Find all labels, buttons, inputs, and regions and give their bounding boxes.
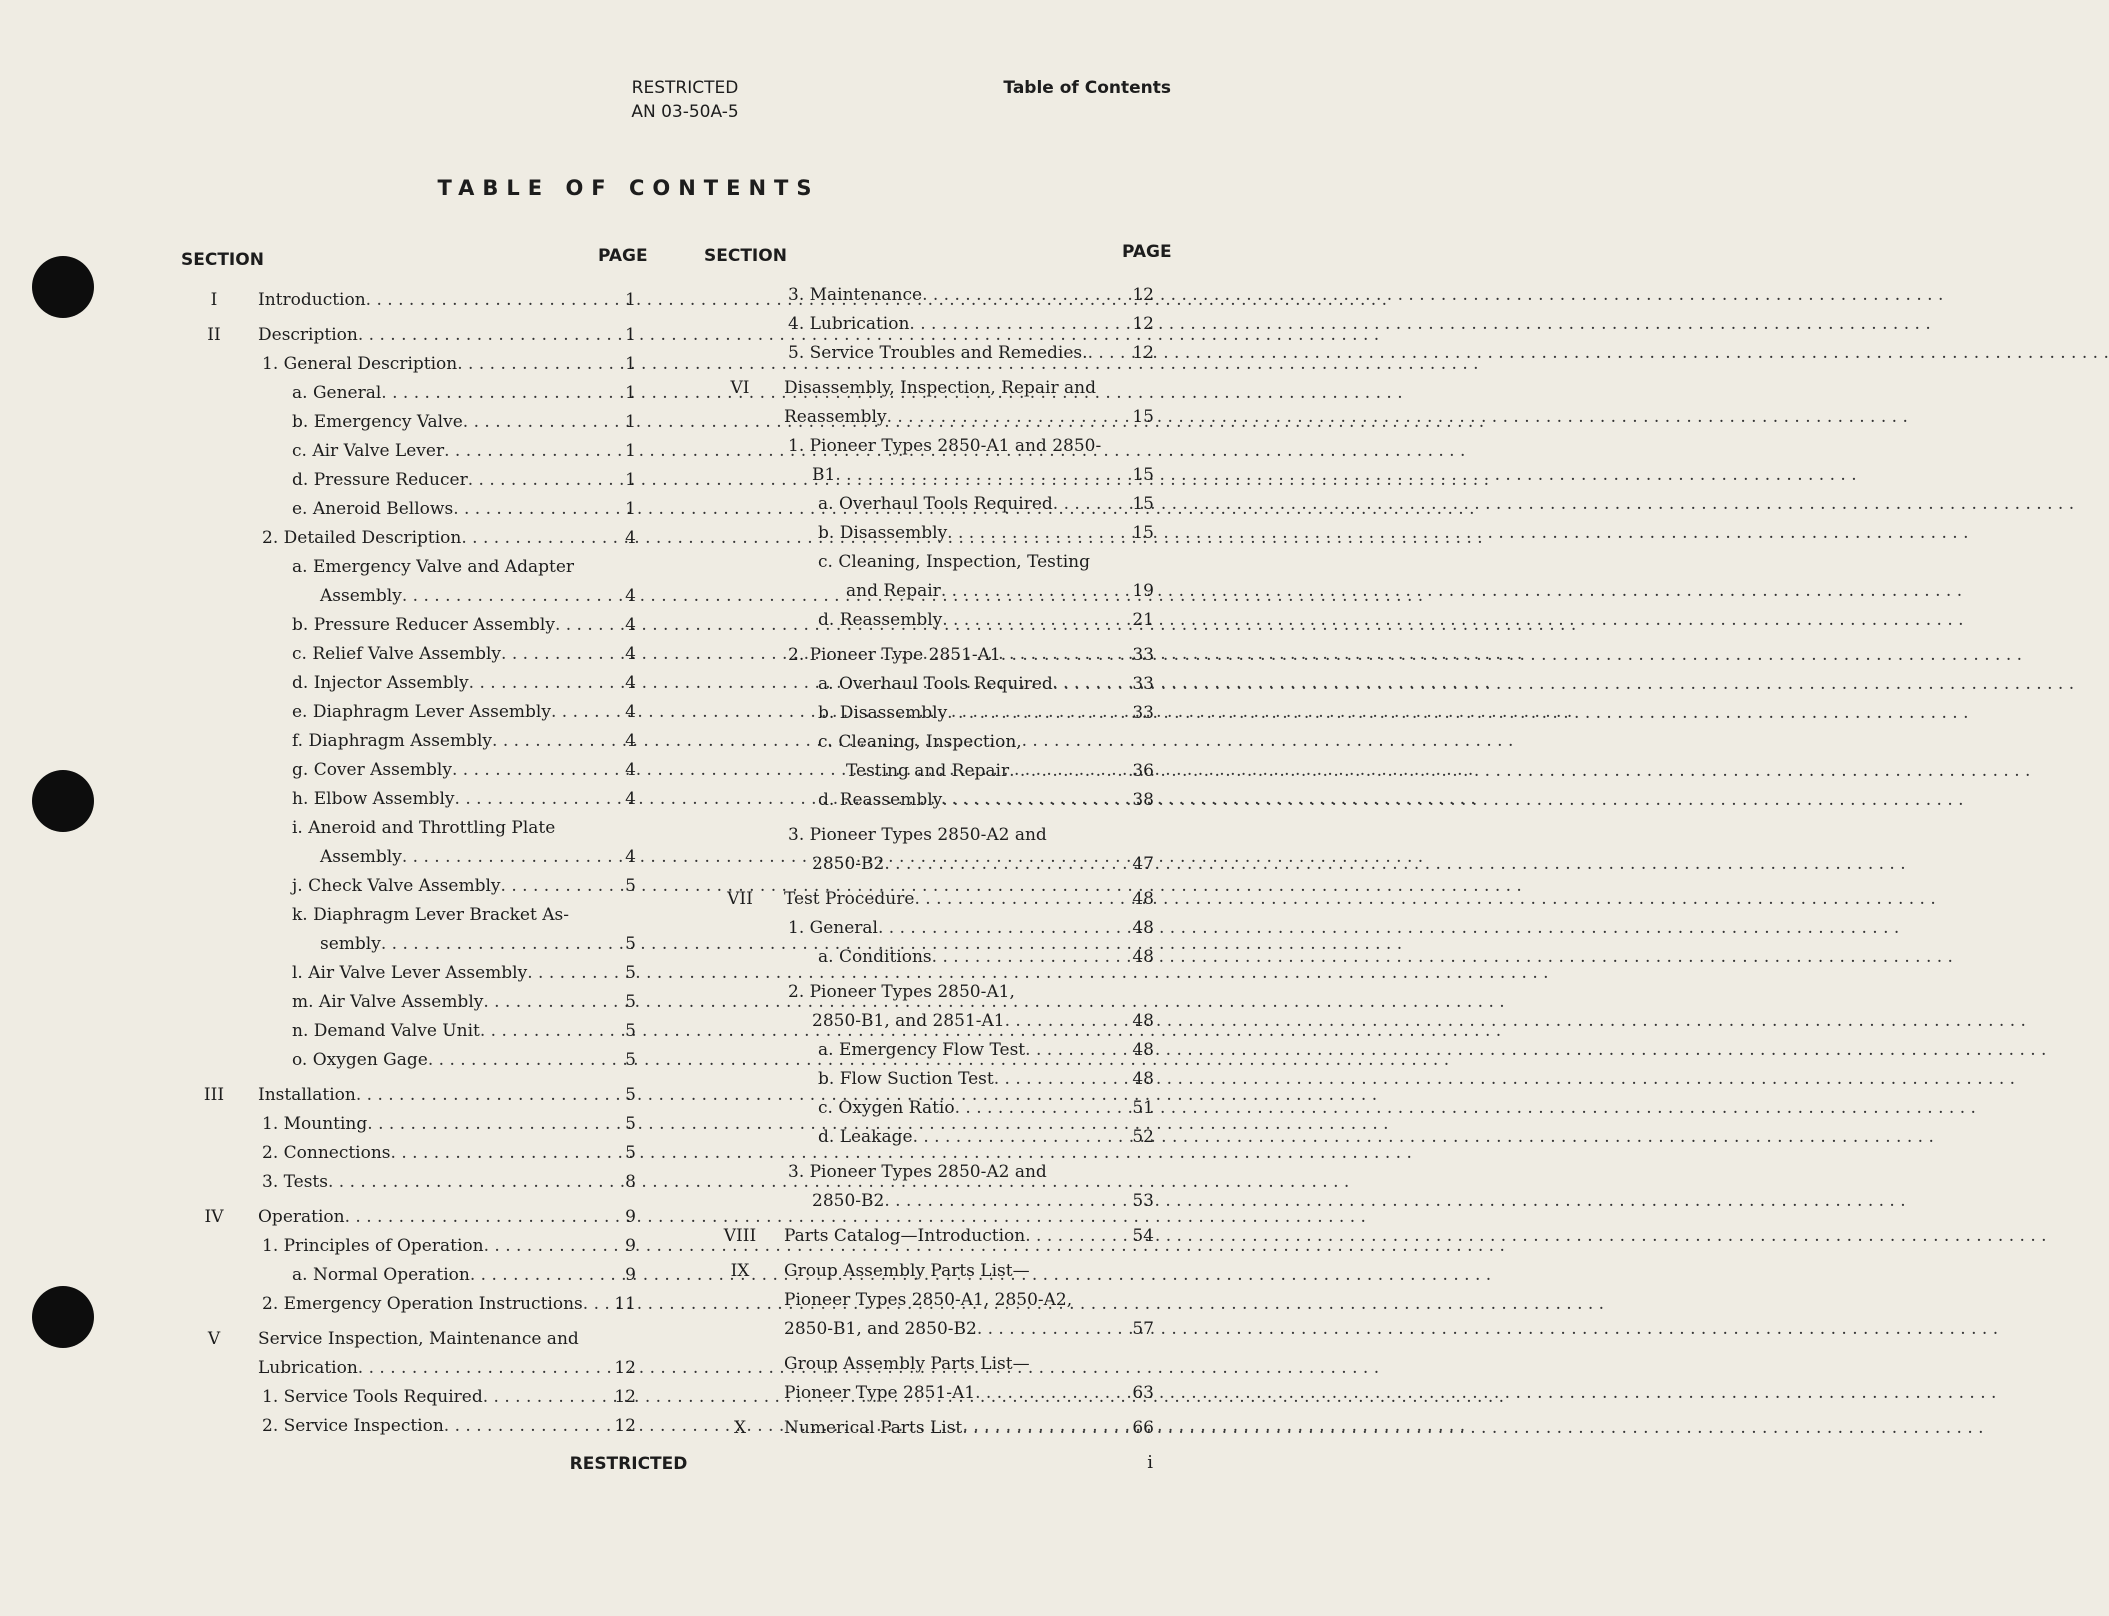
- right-section-header: SECTION: [704, 246, 787, 266]
- toc-entry: [180, 1110, 636, 1139]
- entry-page-number: 1: [625, 441, 636, 461]
- entry-title: d. Injector Assembly: [292, 673, 469, 693]
- entry-title: 5. Service Troubles and Remedies.: [788, 343, 1088, 363]
- entry-title: d. Pressure Reducer: [292, 470, 468, 490]
- toc-entry: [706, 699, 1154, 728]
- entry-page-number: 1: [625, 325, 636, 345]
- left-page-header: PAGE: [598, 246, 648, 266]
- entry-page-number: 1: [625, 499, 636, 519]
- dot-leader: [884, 850, 1112, 879]
- entry-page-number: 51: [1132, 1098, 1154, 1118]
- dot-leader: [345, 1203, 594, 1232]
- section-number: III: [203, 1085, 225, 1105]
- dot-leader: [483, 988, 594, 1017]
- toc-entry: [706, 1094, 1154, 1123]
- dot-leader: [469, 669, 594, 698]
- header-right-label: Table of Contents: [1003, 78, 1171, 98]
- entry-page-number: 57: [1132, 1319, 1154, 1339]
- toc-entry: [180, 321, 636, 350]
- toc-entry: [180, 756, 636, 785]
- toc-entry: [706, 548, 1154, 606]
- entry-title: f. Diaphragm Assembly: [292, 731, 493, 751]
- entry-title: b. Pressure Reducer Assembly: [292, 615, 555, 635]
- dot-leader: [484, 1232, 594, 1261]
- entry-page-number: 12: [614, 1416, 636, 1436]
- dot-leader: [1053, 670, 1112, 699]
- entry-title: 2. Emergency Operation Instructions: [262, 1294, 583, 1314]
- entry-title: Operation: [258, 1207, 345, 1227]
- toc-entry: [180, 1232, 636, 1261]
- entry-page-number: 12: [1132, 314, 1154, 334]
- toc-entry: [706, 1414, 1154, 1443]
- entry-page-number: 4: [625, 586, 636, 606]
- dot-leader: [878, 914, 1112, 943]
- entry-title: 2. Pioneer Type 2851-A1: [788, 645, 1001, 665]
- entry-page-number: 11: [614, 1294, 636, 1314]
- toc-entry: [706, 339, 1154, 368]
- toc-entry: [706, 490, 1154, 519]
- entry-title: Disassembly, Inspection, Repair and: [784, 378, 1096, 398]
- entry-title: 1. Principles of Operation: [262, 1236, 484, 1256]
- entry-page-number: 15: [1132, 465, 1154, 485]
- dot-leader: [1025, 1222, 1112, 1251]
- entry-title: l. Air Valve Lever Assembly: [292, 963, 528, 983]
- toc-entry: [706, 670, 1154, 699]
- entry-title: b. Flow Suction Test: [818, 1069, 994, 1089]
- dot-leader: [391, 1139, 594, 1168]
- toc-entry: [180, 959, 636, 988]
- toc-entry: [180, 1168, 636, 1197]
- toc-entry: [180, 1383, 636, 1412]
- entry-title: c. Relief Valve Assembly: [292, 644, 502, 664]
- entry-title: c. Air Valve Lever: [292, 441, 445, 461]
- entry-title: a. Emergency Flow Test: [818, 1040, 1026, 1060]
- dot-leader: [994, 1065, 1112, 1094]
- dot-leader: [527, 959, 594, 988]
- dot-leader: [977, 1315, 1112, 1344]
- entry-page-number: 54: [1132, 1226, 1154, 1246]
- section-number: I: [210, 290, 218, 310]
- entry-title: i. Aneroid and Throttling Plate: [292, 818, 556, 838]
- dot-leader: [328, 1168, 594, 1197]
- dot-leader: [583, 1290, 594, 1319]
- page-title: TABLE OF CONTENTS: [437, 176, 820, 200]
- entry-page-number: 48: [1132, 918, 1154, 938]
- dot-leader: [941, 577, 1112, 606]
- entry-title: Assembly: [320, 586, 402, 606]
- dot-leader: [453, 495, 594, 524]
- entry-page-number: 4: [625, 673, 636, 693]
- entry-page-number: 1: [625, 470, 636, 490]
- entry-page-number: 33: [1132, 674, 1154, 694]
- entry-title: a. Normal Operation: [292, 1265, 470, 1285]
- dot-leader: [913, 1123, 1112, 1152]
- dot-leader: [468, 466, 594, 495]
- entry-title: 4. Lubrication: [788, 314, 910, 334]
- entry-title: a. Overhaul Tools Required: [818, 674, 1053, 694]
- entry-title: B1: [812, 465, 836, 485]
- entry-page-number: 9: [625, 1265, 636, 1285]
- toc-entry: [180, 286, 636, 315]
- dot-leader: [942, 786, 1112, 815]
- toc-entry: [180, 524, 636, 553]
- section-number: X: [733, 1418, 747, 1438]
- toc-entry: [180, 611, 636, 640]
- toc-entry: [180, 1290, 636, 1319]
- section-number: IV: [204, 1207, 224, 1227]
- entry-title: Description: [258, 325, 358, 345]
- binder-hole-middle: [32, 770, 94, 832]
- entry-title: a. Emergency Valve and Adapter: [292, 557, 575, 577]
- entry-title: m. Air Valve Assembly: [292, 992, 484, 1012]
- entry-title: 2. Pioneer Types 2850-A1,: [788, 982, 1015, 1002]
- entry-page-number: 52: [1132, 1127, 1154, 1147]
- entry-page-number: 9: [625, 1207, 636, 1227]
- entry-page-number: 15: [1132, 494, 1154, 514]
- toc-entry: [180, 379, 636, 408]
- toc-entry: [180, 1261, 636, 1290]
- entry-page-number: 1: [625, 412, 636, 432]
- entry-title: b. Emergency Valve: [292, 412, 463, 432]
- toc-entry: [180, 1017, 636, 1046]
- entry-title: d. Reassembly: [818, 610, 943, 630]
- toc-entry: [180, 1046, 636, 1075]
- dot-leader: [1009, 757, 1112, 786]
- dot-leader: [501, 872, 594, 901]
- toc-entry: [706, 914, 1154, 943]
- toc-entry: [706, 943, 1154, 972]
- dot-leader: [457, 350, 594, 379]
- entry-title: Installation: [258, 1085, 356, 1105]
- entry-page-number: 5: [625, 1114, 636, 1134]
- dot-leader: [922, 281, 1112, 310]
- toc-entry: [706, 641, 1154, 670]
- toc-entry: [706, 606, 1154, 635]
- entry-title: 1. General: [788, 918, 878, 938]
- toc-entry: [180, 785, 636, 814]
- entry-title: 2. Service Inspection: [262, 1416, 444, 1436]
- dot-leader: [356, 1081, 594, 1110]
- entry-page-number: 4: [625, 760, 636, 780]
- page-header: [560, 76, 810, 124]
- entry-title: b. Disassembly: [818, 703, 948, 723]
- dot-leader: [402, 582, 594, 611]
- entry-title: Reassembly: [784, 407, 887, 427]
- entry-page-number: 36: [1132, 761, 1154, 781]
- entry-title: 1. Service Tools Required: [262, 1387, 483, 1407]
- entry-title: Test Procedure: [784, 889, 915, 909]
- entry-page-number: 15: [1132, 407, 1154, 427]
- entry-title: k. Diaphragm Lever Bracket As-: [292, 905, 569, 925]
- section-number: VIII: [723, 1226, 757, 1246]
- dot-leader: [884, 1187, 1112, 1216]
- dot-leader: [381, 930, 594, 959]
- entry-title: 2. Detailed Description: [262, 528, 462, 548]
- dot-leader: [358, 1354, 594, 1383]
- entry-title: and Repair: [846, 581, 941, 601]
- entry-title: h. Elbow Assembly: [292, 789, 455, 809]
- dot-leader: [914, 885, 1112, 914]
- entry-page-number: 63: [1132, 1383, 1154, 1403]
- entry-title: c. Cleaning, Inspection, Testing: [818, 552, 1091, 572]
- entry-title: 1. Mounting: [262, 1114, 368, 1134]
- toc-entry: [706, 978, 1154, 1036]
- toc-right-column: [706, 281, 1154, 1443]
- entry-title: n. Demand Valve Unit: [292, 1021, 480, 1041]
- entry-title: 2850-B1, and 2851-A1: [812, 1011, 1005, 1031]
- toc-entry: [706, 1065, 1154, 1094]
- dot-leader: [428, 1046, 594, 1075]
- dot-leader: [962, 1414, 1112, 1443]
- toc-entry: [180, 727, 636, 756]
- entry-page-number: 5: [625, 1085, 636, 1105]
- entry-title: a. Conditions: [818, 947, 932, 967]
- dot-leader: [444, 1412, 594, 1441]
- dot-leader: [1088, 339, 1112, 368]
- dot-leader: [1001, 641, 1112, 670]
- dot-leader: [947, 699, 1112, 728]
- section-number: VII: [727, 889, 753, 909]
- toc-entry: [706, 728, 1154, 786]
- toc-entry: [706, 885, 1154, 914]
- entry-page-number: 4: [625, 644, 636, 664]
- entry-title: Parts Catalog—Introduction: [784, 1226, 1026, 1246]
- entry-title: Pioneer Types 2850-A1, 2850-A2,: [784, 1290, 1073, 1310]
- entry-page-number: 5: [625, 1143, 636, 1163]
- entry-title: 3. Pioneer Types 2850-A2 and: [788, 1162, 1047, 1182]
- entry-page-number: 19: [1132, 581, 1154, 601]
- entry-title: d. Reassembly: [818, 790, 943, 810]
- entry-page-number: 8: [625, 1172, 636, 1192]
- entry-title: 2850-B1, and 2850-B2: [784, 1319, 977, 1339]
- toc-entry: [180, 553, 636, 611]
- dot-leader: [551, 698, 594, 727]
- entry-title: 2850-B2: [812, 854, 885, 874]
- dot-leader: [402, 843, 594, 872]
- toc-entry: [706, 432, 1154, 490]
- entry-title: Lubrication: [258, 1358, 358, 1378]
- dot-leader: [483, 1383, 594, 1412]
- entry-title: Introduction: [258, 290, 366, 310]
- entry-page-number: 9: [625, 1236, 636, 1256]
- toc-entry: [180, 495, 636, 524]
- dot-leader: [452, 756, 594, 785]
- entry-page-number: 4: [625, 615, 636, 635]
- entry-title: Assembly: [320, 847, 402, 867]
- entry-title: 3. Maintenance: [788, 285, 923, 305]
- toc-entry: [180, 408, 636, 437]
- entry-page-number: 4: [625, 789, 636, 809]
- entry-page-number: 4: [625, 528, 636, 548]
- toc-entry: [180, 1325, 636, 1383]
- entry-page-number: 12: [614, 1358, 636, 1378]
- entry-title: 3. Pioneer Types 2850-A2 and: [788, 825, 1047, 845]
- entry-title: j. Check Valve Assembly: [292, 876, 501, 896]
- entry-page-number: 21: [1132, 610, 1154, 630]
- dot-leader: [455, 785, 594, 814]
- header-classification: RESTRICTED: [631, 78, 739, 98]
- dot-leader: [358, 321, 594, 350]
- binder-hole-bottom: [32, 1286, 94, 1348]
- toc-entry: [180, 988, 636, 1017]
- right-page-header: PAGE: [1122, 242, 1172, 262]
- entry-page-number: 5: [625, 934, 636, 954]
- toc-entry: [180, 1203, 636, 1232]
- dot-leader: [955, 1094, 1112, 1123]
- entry-title: 2. Connections: [262, 1143, 391, 1163]
- dot-leader: [947, 519, 1112, 548]
- dot-leader: [835, 461, 1112, 490]
- dot-leader: [909, 310, 1112, 339]
- toc-entry: [180, 350, 636, 379]
- toc-entry: [706, 1123, 1154, 1152]
- section-number: V: [207, 1329, 221, 1349]
- entry-page-number: 66: [1132, 1418, 1154, 1438]
- toc-entry: [706, 1036, 1154, 1065]
- toc-entry: [706, 1257, 1154, 1344]
- entry-page-number: 4: [625, 731, 636, 751]
- dot-leader: [381, 379, 594, 408]
- entry-page-number: 47: [1132, 854, 1154, 874]
- entry-title: Group Assembly Parts List—: [784, 1354, 1030, 1374]
- toc-entry: [180, 437, 636, 466]
- entry-page-number: 5: [625, 992, 636, 1012]
- toc-entry: [180, 640, 636, 669]
- toc-entry: [706, 310, 1154, 339]
- entry-page-number: 48: [1132, 947, 1154, 967]
- entry-page-number: 33: [1132, 645, 1154, 665]
- dot-leader: [942, 606, 1112, 635]
- entry-title: 3. Tests: [262, 1172, 328, 1192]
- toc-entry: [706, 519, 1154, 548]
- entry-page-number: 5: [625, 963, 636, 983]
- dot-leader: [975, 1379, 1112, 1408]
- dot-leader: [555, 611, 594, 640]
- entry-page-number: 12: [614, 1387, 636, 1407]
- entry-page-number: 48: [1132, 1069, 1154, 1089]
- toc-entry: [706, 786, 1154, 815]
- binder-hole-top: [32, 256, 94, 318]
- entry-page-number: 48: [1132, 1011, 1154, 1031]
- toc-entry: [706, 821, 1154, 879]
- toc-entry: [180, 669, 636, 698]
- entry-page-number: 53: [1132, 1191, 1154, 1211]
- entry-title: d. Leakage: [818, 1127, 913, 1147]
- toc-entry: [706, 281, 1154, 310]
- toc-entry: [180, 901, 636, 959]
- header-doc-number: AN 03-50A-5: [631, 102, 739, 122]
- entry-title: Numerical Parts List: [784, 1418, 963, 1438]
- entry-title: c. Cleaning, Inspection,: [818, 732, 1022, 752]
- entry-page-number: 48: [1132, 889, 1154, 909]
- footer-classification: RESTRICTED: [569, 1454, 688, 1474]
- toc-entry: [706, 1158, 1154, 1216]
- toc-entry: [180, 1139, 636, 1168]
- dot-leader: [470, 1261, 594, 1290]
- entry-title: o. Oxygen Gage: [292, 1050, 428, 1070]
- dot-leader: [367, 1110, 594, 1139]
- entry-title: b. Disassembly: [818, 523, 948, 543]
- entry-page-number: 33: [1132, 703, 1154, 723]
- toc-entry: [706, 1222, 1154, 1251]
- entry-title: sembly: [320, 934, 381, 954]
- toc-entry: [180, 698, 636, 727]
- dot-leader: [480, 1017, 594, 1046]
- toc-entry: [706, 1350, 1154, 1408]
- section-number: IX: [730, 1261, 750, 1281]
- entry-title: Pioneer Type 2851-A1: [784, 1383, 976, 1403]
- entry-page-number: 1: [625, 354, 636, 374]
- entry-title: Testing and Repair: [846, 761, 1010, 781]
- section-number: II: [207, 325, 221, 345]
- entry-page-number: 1: [625, 290, 636, 310]
- entry-title: e. Aneroid Bellows: [292, 499, 454, 519]
- entry-title: a. Overhaul Tools Required: [818, 494, 1053, 514]
- entry-page-number: 12: [1132, 343, 1154, 363]
- toc-entry: [180, 466, 636, 495]
- dot-leader: [1005, 1007, 1112, 1036]
- entry-page-number: 15: [1132, 523, 1154, 543]
- dot-leader: [444, 437, 594, 466]
- toc-entry: [180, 872, 636, 901]
- entry-title: Group Assembly Parts List—: [784, 1261, 1030, 1281]
- entry-page-number: 4: [625, 702, 636, 722]
- page-number: i: [1147, 1452, 1153, 1473]
- entry-title: c. Oxygen Ratio: [818, 1098, 955, 1118]
- entry-title: 1. Pioneer Types 2850-A1 and 2850-: [788, 436, 1102, 456]
- dot-leader: [366, 286, 594, 315]
- dot-leader: [1053, 490, 1112, 519]
- toc-left-column: [180, 286, 636, 1441]
- entry-title: a. General: [292, 383, 382, 403]
- entry-page-number: 5: [625, 1050, 636, 1070]
- toc-entry: [180, 1081, 636, 1110]
- entry-title: 2850-B2: [812, 1191, 885, 1211]
- dot-leader: [501, 640, 594, 669]
- left-section-header: SECTION: [181, 250, 264, 270]
- entry-page-number: 5: [625, 1021, 636, 1041]
- section-number: VI: [730, 378, 750, 398]
- entry-page-number: 4: [625, 847, 636, 867]
- entry-page-number: 38: [1132, 790, 1154, 810]
- entry-page-number: 1: [625, 383, 636, 403]
- dot-leader: [463, 408, 594, 437]
- dot-leader: [932, 943, 1112, 972]
- dot-leader: [887, 403, 1112, 432]
- entry-page-number: 5: [625, 876, 636, 896]
- entry-title: Service Inspection, Maintenance and: [258, 1329, 579, 1349]
- entry-title: 1. General Description: [262, 354, 458, 374]
- entry-page-number: 12: [1132, 285, 1154, 305]
- entry-title: e. Diaphragm Lever Assembly: [292, 702, 551, 722]
- dot-leader: [492, 727, 594, 756]
- toc-entry: [180, 1412, 636, 1441]
- dot-leader: [461, 524, 594, 553]
- dot-leader: [1025, 1036, 1112, 1065]
- entry-title: g. Cover Assembly: [292, 760, 452, 780]
- toc-entry: [180, 814, 636, 872]
- toc-entry: [706, 374, 1154, 432]
- entry-page-number: 48: [1132, 1040, 1154, 1060]
